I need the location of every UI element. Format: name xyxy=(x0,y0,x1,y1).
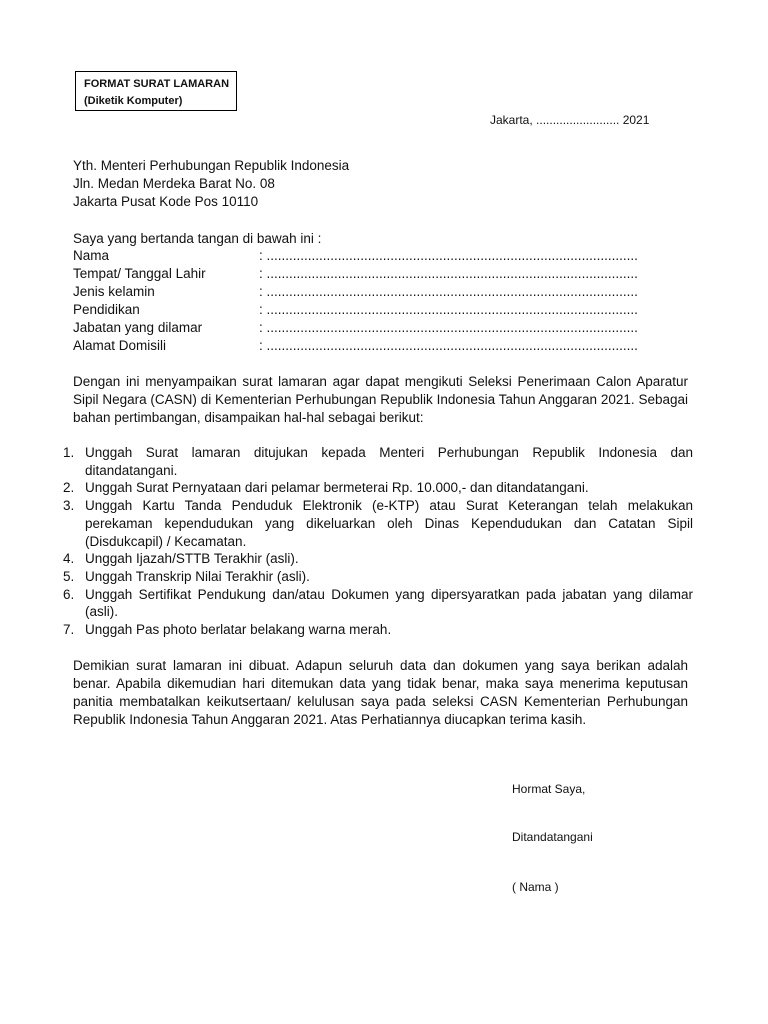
list-number: 5. xyxy=(63,568,75,584)
list-text: Unggah Pas photo berlatar belakang warna merah. xyxy=(85,622,392,638)
list-number: 7. xyxy=(63,622,75,638)
intro-line: Saya yang bertanda tangan di bawah ini : xyxy=(73,231,322,246)
list-number: 6. xyxy=(63,586,75,602)
list-item xyxy=(63,621,693,639)
list-number: 3. xyxy=(63,498,75,514)
list-item xyxy=(63,479,693,497)
field-fill: : ................................................................................................... xyxy=(259,284,638,299)
list-text: Unggah Surat Pernyataan dari pelamar bermeterai Rp. 10.000,- dan ditandatangani. xyxy=(85,480,589,496)
signature-placeholder: Ditandatangani xyxy=(512,830,593,844)
addressee-block xyxy=(73,157,349,211)
field-label: Alamat Domisili xyxy=(73,338,167,353)
closing-salutation: Hormat Saya, xyxy=(512,782,586,796)
list-item xyxy=(63,444,693,479)
addressee-line: Jln. Medan Merdeka Barat No. 08 xyxy=(73,176,275,191)
field-row-birth xyxy=(73,265,673,283)
field-fill: : ................................................................................................... xyxy=(259,338,638,353)
field-fill: : ................................................................................................... xyxy=(259,248,638,263)
field-label: Jenis kelamin xyxy=(73,284,155,299)
field-row-address xyxy=(73,337,673,355)
addressee-line: Jakarta Pusat Kode Pos 10110 xyxy=(73,194,259,209)
field-row-education xyxy=(73,301,673,319)
field-row-gender xyxy=(73,283,673,301)
requirements-list xyxy=(63,444,693,639)
list-text: Unggah Surat lamaran ditujukan kepada Menteri Perhubungan Republik Indonesia dan ditandatangani. xyxy=(85,445,693,478)
list-text: Unggah Ijazah/STTB Terakhir (asli). xyxy=(85,551,299,567)
opening-paragraph: Dengan ini menyampaikan surat lamaran agar dapat mengikuti Seleksi Penerimaan Calon Aparatur Sipil Negara (CASN) di Kementerian Perhubungan Republik Indonesia Tahun Anggaran 2021. Sebagai bahan pertimbangan, disampaikan hal-hal sebagai berikut: xyxy=(73,374,688,425)
field-fill: : ................................................................................................... xyxy=(259,320,638,335)
list-text: Unggah Kartu Tanda Penduduk Elektronik (e-KTP) atau Surat Keterangan telah melakukan perekaman kependudukan yang dikeluarkan oleh Dinas Kependudukan dan Catatan Sipil (Disdukcapil) / Kecamatan. xyxy=(85,498,693,549)
list-number: 4. xyxy=(63,551,75,567)
field-row-nama xyxy=(73,247,673,265)
addressee-line: Yth. Menteri Perhubungan Republik Indonesia xyxy=(73,158,350,173)
format-subtitle: (Diketik Komputer) xyxy=(84,95,183,107)
date-line: Jakarta, ......................... 2021 xyxy=(490,113,650,127)
field-fill: : ................................................................................................... xyxy=(259,302,638,317)
list-item xyxy=(63,497,693,550)
closing-paragraph: Demikian surat lamaran ini dibuat. Adapun seluruh data dan dokumen yang saya berikan adalah benar. Apabila dikemudian hari ditemukan data yang tidak benar, maka saya menerima keputusan panitia membatalkan keikutsertaan/ kelulusan saya pada seleksi CASN Kementerian Perhubungan Republik Indonesia Tahun Anggaran 2021. Atas Perhatiannya diucapkan terima kasih. xyxy=(73,658,688,727)
list-text: Unggah Sertifikat Pendukung dan/atau Dokumen yang dipersyaratkan pada jabatan yang dilamar (asli). xyxy=(85,586,693,620)
applicant-fields xyxy=(73,247,673,355)
field-fill: : ................................................................................................... xyxy=(259,266,638,281)
field-label: Pendidikan xyxy=(73,302,140,317)
list-item xyxy=(63,586,693,621)
list-item xyxy=(63,550,693,568)
list-number: 2. xyxy=(63,480,75,496)
signer-name: ( Nama ) xyxy=(512,880,559,894)
format-label-box xyxy=(75,71,237,111)
list-text: Unggah Transkrip Nilai Terakhir (asli). xyxy=(85,568,310,584)
field-label: Tempat/ Tanggal Lahir xyxy=(73,266,206,281)
list-item xyxy=(63,568,693,586)
format-title: FORMAT SURAT LAMARAN xyxy=(84,78,230,90)
list-number: 1. xyxy=(63,445,75,460)
field-label: Jabatan yang dilamar xyxy=(73,320,203,335)
field-row-position xyxy=(73,319,673,337)
field-label: Nama xyxy=(73,248,110,263)
